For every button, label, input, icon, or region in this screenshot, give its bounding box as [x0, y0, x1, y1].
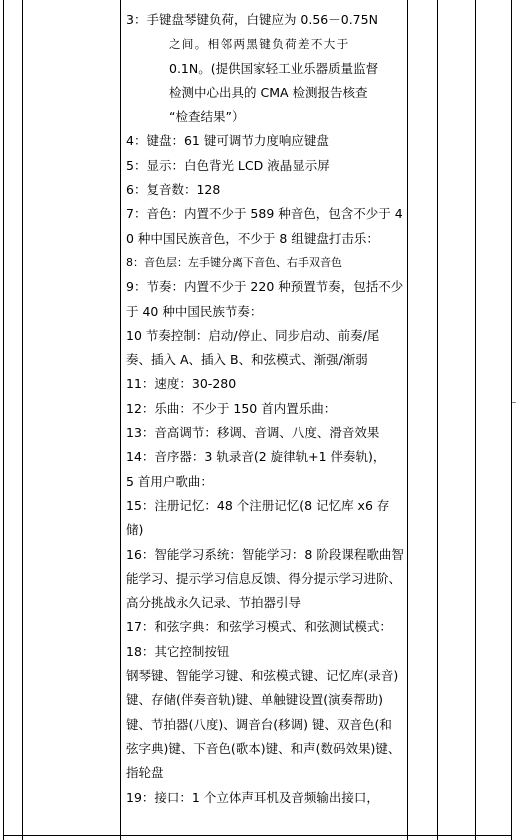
spec-cell: [126, 8, 404, 810]
spec-item-11: 11：速度：30-280: [126, 376, 237, 392]
table-column-divider-3: [407, 0, 408, 840]
spec-item-4: 4：键盘：61 键可调节力度响应键盘: [126, 133, 329, 149]
spec-item-19: 19：接口：1 个立体声耳机及音频输出接口，: [126, 789, 379, 805]
spec-item-7: 7：音色：内置不少于 589 种音色，包含不少于 40 种中国民族音色，不少于 8 组键盘打击乐：: [126, 206, 403, 246]
margin-mark: [512, 402, 516, 403]
table-column-divider-1: [22, 0, 23, 840]
spec-item-3c: 0.1N。(提供国家轻工业乐器质量监督: [169, 60, 379, 76]
spec-item-15: 15：注册记忆：48 个注册记忆(8 记忆库 x6 存储): [126, 497, 390, 538]
spec-item-18b: 钢琴键、智能学习键、和弦模式键、记忆库(录音)键、存储(伴奏音轨)键、单触键设置(演奏帮助)键、节拍器(八度)、调音台(移调) 键、双音色(和弦字典)键、下音色(歌本)键、和声(数码效果)键、指轮盘: [126, 668, 401, 781]
table-border-right: [511, 0, 512, 840]
spec-item-3b: 之间。相邻两黑键负荷差不大于: [169, 37, 350, 52]
spec-item-6: 6：复音数：128: [126, 182, 221, 198]
table-bottom-border: [3, 835, 512, 836]
spec-item-14a: 14：音序器：3 轨录音(2 旋律轨+1 伴奏轨)，: [126, 449, 386, 465]
spec-item-5: 5：显示：白色背光 LCD 液晶显示屏: [126, 157, 330, 173]
table-border-left: [3, 0, 4, 840]
spec-item-12: 12：乐曲：不少于 150 首内置乐曲：: [126, 400, 337, 416]
spec-item-10: 10 节奏控制：启动/停止、同步启动、前奏/尾奏、插入 A、插入 B、和弦模式、渐强/渐弱: [126, 327, 380, 368]
table-column-divider-2: [120, 0, 121, 840]
spec-item-14b: 5 首用户歌曲：: [126, 473, 213, 489]
spec-item-16: 16：智能学习系统：智能学习：8 阶段课程歌曲智能学习、提示学习信息反馈、得分提示学习进阶、高分挑战永久记录、节拍器引导: [126, 546, 404, 611]
spec-item-3d: 检测中心出具的 CMA 检测报告核查: [169, 84, 368, 100]
spec-item-17: 17：和弦字典：和弦学习模式、和弦测试模式：: [126, 619, 392, 635]
table-column-divider-5: [475, 0, 476, 840]
spec-item-3a: 3：手键盘琴键负荷，白键应为 0.56－0.75N: [126, 12, 378, 27]
spec-item-8: 8：音色层：左手键分离下音色、右手双音色: [126, 255, 342, 269]
spec-item-18: 18：其它控制按钮: [126, 643, 230, 659]
spec-item-13: 13：音高调节：移调、音调、八度、滑音效果: [126, 425, 380, 441]
spec-item-3e: “检查结果”）: [169, 109, 245, 125]
spec-item-9: 9：节奏：内置不少于 220 种预置节奏，包括不少于 40 种中国民族节奏：: [126, 279, 404, 319]
table-column-divider-4: [437, 0, 438, 840]
